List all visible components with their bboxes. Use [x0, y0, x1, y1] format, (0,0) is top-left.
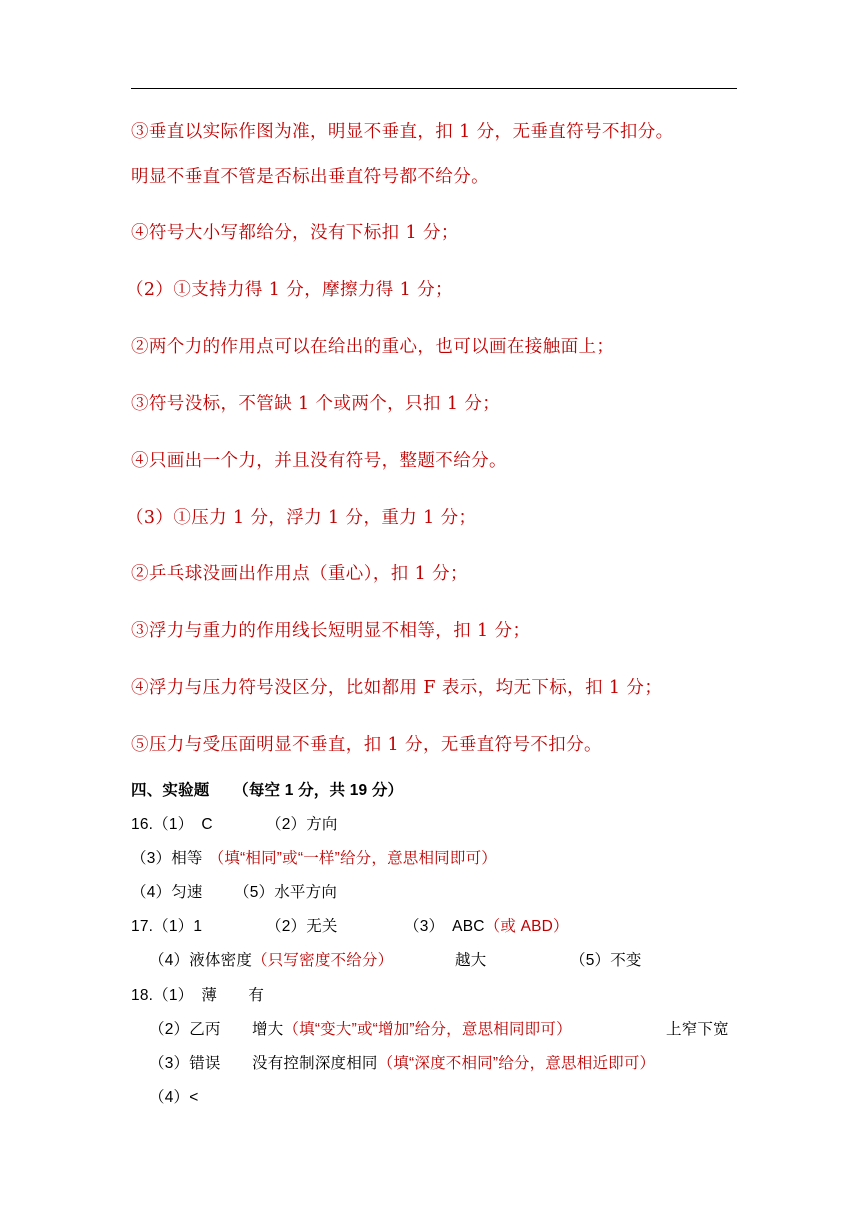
section-title: 四、实验题 （每空 1 分，共 19 分）: [131, 782, 404, 799]
q16-answer-2: （2）方向: [266, 816, 338, 833]
q17-answer-4b: 越大: [455, 952, 487, 969]
q18-answer-2-note: （填“变大”或“增加”给分，意思相同即可）: [283, 1021, 572, 1038]
q16-answer-5: （5）水平方向: [234, 884, 338, 901]
q17-answer-1: 17.（1）1: [131, 918, 203, 935]
rubric-line: ④浮力与压力符号没区分，比如都用 F 表示，均无下标，扣 1 分；: [131, 678, 663, 698]
rubric-line: ⑤压力与受压面明显不垂直，扣 1 分，无垂直符号不扣分。: [131, 735, 602, 755]
q17-answer-4: [149, 948, 393, 970]
q17-answer-2: （2）无关: [266, 918, 338, 935]
q18-answer-3-note: （填“深度不相同”给分，意思相近即可）: [377, 1055, 656, 1072]
q18-answer-3-text: （3）错误 没有控制深度相同: [149, 1055, 378, 1072]
q16-answer-4: （4）匀速: [131, 884, 203, 901]
rubric-line: ③符号没标，不管缺 1 个或两个，只扣 1 分；: [131, 394, 501, 414]
q18-answer-2-text: （2）乙丙 增大: [149, 1021, 284, 1038]
rubric-line: （3）①压力 1 分，浮力 1 分，重力 1 分；: [126, 508, 477, 528]
q17-answer-3: [404, 914, 569, 936]
q17-answer-5: （5）不变: [570, 952, 642, 969]
rubric-line: ②两个力的作用点可以在给出的重心，也可以画在接触面上；: [131, 337, 615, 357]
rubric-line: ③垂直以实际作图为准，明显不垂直，扣 1 分，无垂直符号不扣分。: [131, 122, 674, 142]
q16-answer-3: [131, 846, 497, 868]
q17-answer-4-note: （只写密度不给分）: [252, 952, 394, 969]
q18-answer-2b: 上窄下宽: [666, 1021, 729, 1038]
q17-answer-4-text: （4）液体密度: [149, 952, 253, 969]
q16-answer-3-note: （填“相同”或“一样”给分，意思相同即可）: [208, 850, 497, 867]
rubric-line: ③浮力与重力的作用线长短明显不相等，扣 1 分；: [131, 621, 531, 641]
q18-answer-2: [149, 1017, 572, 1039]
rubric-line: 明显不垂直不管是否标出垂直符号都不给分。: [131, 167, 489, 187]
rubric-line: ④只画出一个力，并且没有符号，整题不给分。: [131, 451, 507, 471]
rubric-line: ②乒乓球没画出作用点（重心），扣 1 分；: [131, 564, 468, 584]
rubric-line: ④符号大小写都给分，没有下标扣 1 分；: [131, 223, 459, 243]
q18-answer-1: 18.（1） 薄 有: [131, 987, 265, 1004]
q17-answer-3-text: （3） ABC: [404, 918, 485, 935]
q18-answer-4: （4）<: [149, 1089, 199, 1106]
q16-answer-1: 16.（1） C: [131, 816, 213, 833]
q17-answer-3-note: （或 ABD）: [484, 918, 569, 935]
top-divider: [131, 88, 737, 89]
q18-answer-3: [149, 1051, 655, 1073]
rubric-line: （2）①支持力得 1 分，摩擦力得 1 分；: [126, 280, 453, 300]
q16-answer-3-text: （3）相等: [131, 850, 203, 867]
